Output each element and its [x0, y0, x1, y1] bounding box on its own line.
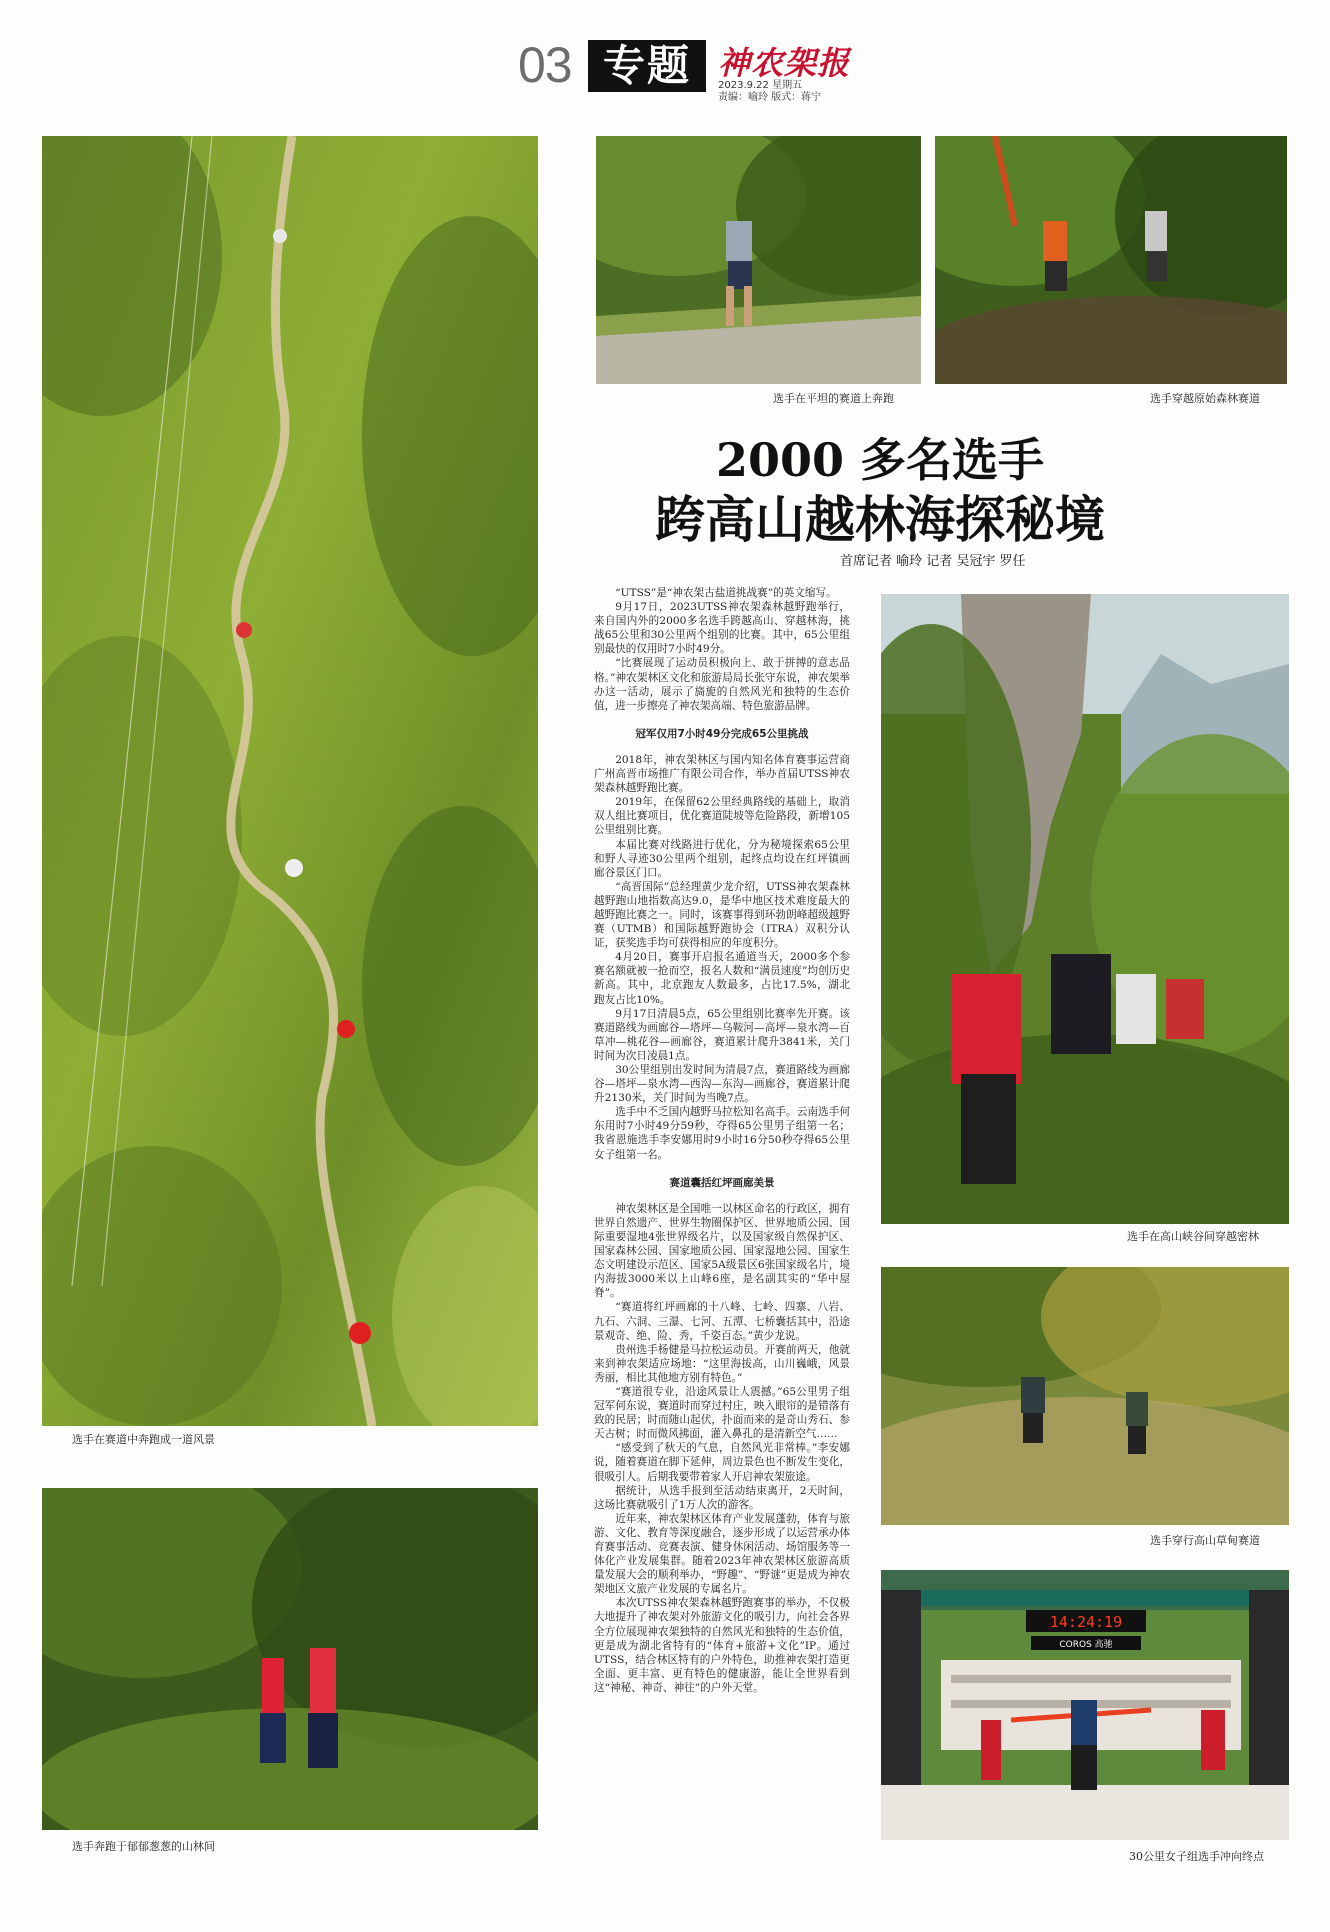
photo-flat-trail	[596, 136, 921, 384]
byline: 首席记者 喻玲 记者 吴冠宇 罗任	[840, 554, 1026, 569]
editor-credit: 责编：喻玲 版式：蒋宁	[718, 92, 822, 103]
photo-aerial-trail	[42, 136, 538, 1426]
caption-finish: 30公里女子组选手冲向终点	[1129, 1850, 1264, 1863]
headline	[580, 432, 1180, 552]
article-paragraph: 2018年，神农架林区与国内知名体育赛事运营商广州高晋市场推广有限公司合作，举办首届UTSS神农架森林越野跑比赛。	[594, 753, 850, 795]
article-paragraph: 2019年，在保留62公里经典路线的基础上，取消双人组比赛项目，优化赛道陡坡等危险路段，新增105公里组别比赛。	[594, 796, 850, 837]
article-paragraph: “高晋国际”总经理黄少龙介绍，UTSS神农架森林越野跑山地指数高达9.0，是华中地区技术难度最大的越野跑比赛之一。同时，该赛事得到环勃朗峰超级越野赛（UTMB）和国际越野跑协会（ITRA）双积分认证，获奖选手均可获得相应的年度积分。	[594, 880, 850, 950]
photo-canyon	[881, 594, 1289, 1224]
caption-grassland: 选手穿行高山草甸赛道	[1150, 1534, 1260, 1547]
newspaper-logo: 神农架报	[718, 44, 851, 82]
article-paragraph: “UTSS”是“神农架古盐道挑战赛”的英文缩写。	[615, 587, 837, 599]
article-paragraph: 据统计，从选手报到至活动结束离开，2天时间，这场比赛就吸引了1万人次的游客。	[594, 1484, 850, 1511]
finish-clock: 14:24:19	[1049, 1613, 1123, 1631]
photo-lush-forest	[42, 1488, 538, 1830]
article-paragraph: 近年来，神农架林区体育产业发展蓬勃，体育与旅游、文化、教育等深度融合，逐步形成了以运营承办体育赛事活动、竞赛表演、健身休闲活动、场馆服务等一体化产业发展集群。随着2023年神农架林区旅游高质量发展大会的顺利举办，“野趣”、“野谜”更是成为神农架地区文旅产业发展的专属名片。	[594, 1512, 850, 1596]
page-number: 03	[518, 37, 572, 93]
headline-line2: 跨高山越林海探秘境	[655, 490, 1105, 549]
article-paragraph: 神农架林区是全国唯一以林区命名的行政区，拥有世界自然遗产、世界生物圈保护区、世界地质公园、国际重要湿地4张世界级名片，以及国家级自然保护区、国家森林公园、国家地质公园、国家湿地公园、国家生态文明建设示范区、国家5A级景区6张国家级名片，境内海拔3000米以上山峰6座，是名副其实的“华中屋脊”。	[594, 1202, 850, 1300]
article-paragraph: 本次UTSS神农架森林越野跑赛事的举办，不仅极大地提升了神农架对外旅游文化的吸引力，向社会各界全方位展现神农架独特的自然风光和独特的生态价值，更是成为湖北省特有的“体育+旅游+文化”IP。通过UTSS，结合林区特有的户外特色，助推神农架打造更全面、更丰富、更有特色的健康游，能让全世界看到这“神秘、神奇、神往”的户外天堂。	[594, 1597, 850, 1694]
photo-forest-trail	[935, 136, 1287, 384]
article-paragraph: 4月20日，赛事开启报名通道当天，2000多个参赛名额就被一抢而空，报名人数和“满员速度”均创历史新高。其中，北京跑友人数最多，占比17.5%，湖北跑友占比10%。	[594, 951, 850, 1006]
caption-lush-forest: 选手奔跑于郁郁葱葱的山林间	[72, 1840, 215, 1853]
subheading: 冠军仅用7小时49分完成65公里挑战	[635, 727, 809, 740]
sponsor-logo: COROS 高驰	[1059, 1640, 1113, 1650]
article-paragraph: “赛道很专业，沿途风景让人震撼。”65公里男子组冠军何东说，赛道时而穿过村庄，映入眼帘的是错落有致的民居；时而随山起伏，扑面而来的是奇山秀石、参天古树；时而微风拂面，灌入鼻孔的是清新空气……	[594, 1385, 850, 1441]
article-body	[594, 586, 850, 1695]
headline-line1: 2000 多名选手	[715, 433, 1045, 487]
photo-finish-line	[881, 1570, 1289, 1840]
issue-date: 2023.9.22 星期五	[718, 80, 803, 91]
caption-flat-trail: 选手在平坦的赛道上奔跑	[773, 392, 894, 405]
article-paragraph: “赛道将红坪画廊的十八峰、七岭、四寨、八岩、九石、六洞、三瀑、七河、五潭、七桥囊括其中，沿途景观奇、绝、险、秀，千姿百态。”黄少龙说。	[594, 1301, 850, 1342]
article-paragraph: “感受到了秋天的气息，自然风光非常棒。”李安娜说，随着赛道在脚下延伸，周边景色也不断发生变化，很吸引人。后期我要带着家人开启神农架旅途。	[594, 1442, 850, 1483]
article-paragraph: 30公里组别出发时间为清晨7点，赛道路线为画廊谷—塔坪—泉水湾—西沟—东沟—画廊谷，赛道累计爬升2130米，关门时间为当晚7点。	[594, 1064, 850, 1105]
photo-grassland	[881, 1267, 1289, 1525]
article-paragraph: 本届比赛对线路进行优化，分为秘境探索65公里和野人寻迹30公里两个组别，起终点均设在红坪镇画廊谷景区门口。	[594, 838, 850, 879]
article-paragraph: “比赛展现了运动员积极向上、敢于拼搏的意志品格。”神农架林区文化和旅游局局长张守东说，神农架举办这一活动，展示了旖旎的自然风光和独特的生态价值，进一步擦亮了神农架高端、特色旅游品牌。	[594, 657, 850, 712]
article-paragraph: 9月17日，2023UTSS神农架森林越野跑举行，来自国内外的2000多名选手跨越高山、穿越林海，挑战65公里和30公里两个组别的比赛。其中，65公里组别最快的仅用时7小时49分。	[594, 601, 850, 656]
caption-forest: 选手穿越原始森林赛道	[1150, 392, 1260, 405]
article-paragraph: 贵州选手杨健是马拉松运动员。开赛前两天，他就来到神农架适应场地：“这里海拔高，山川巍峨，风景秀丽，相比其他地方别有特色。”	[594, 1343, 850, 1384]
caption-aerial: 选手在赛道中奔跑成一道风景	[72, 1433, 215, 1446]
caption-canyon: 选手在高山峡谷间穿越密林	[1127, 1230, 1259, 1243]
section-label: 专题	[588, 40, 706, 92]
article-paragraph: 选手中不乏国内越野马拉松知名高手。云南选手何东用时7小时49分59秒，夺得65公里男子组第一名；我省恩施选手李安娜用时9小时16分50秒夺得65公里女子组第一名。	[594, 1106, 850, 1161]
article-paragraph: 9月17日清晨5点，65公里组别比赛率先开赛。该赛道路线为画廊谷—塔坪—乌鞍河—高坪—泉水湾—百草冲—桃花谷—画廊谷，赛道累计爬升3841米，关门时间为次日凌晨1点。	[594, 1007, 850, 1062]
subheading: 赛道囊括红坪画廊美景	[669, 1176, 775, 1189]
